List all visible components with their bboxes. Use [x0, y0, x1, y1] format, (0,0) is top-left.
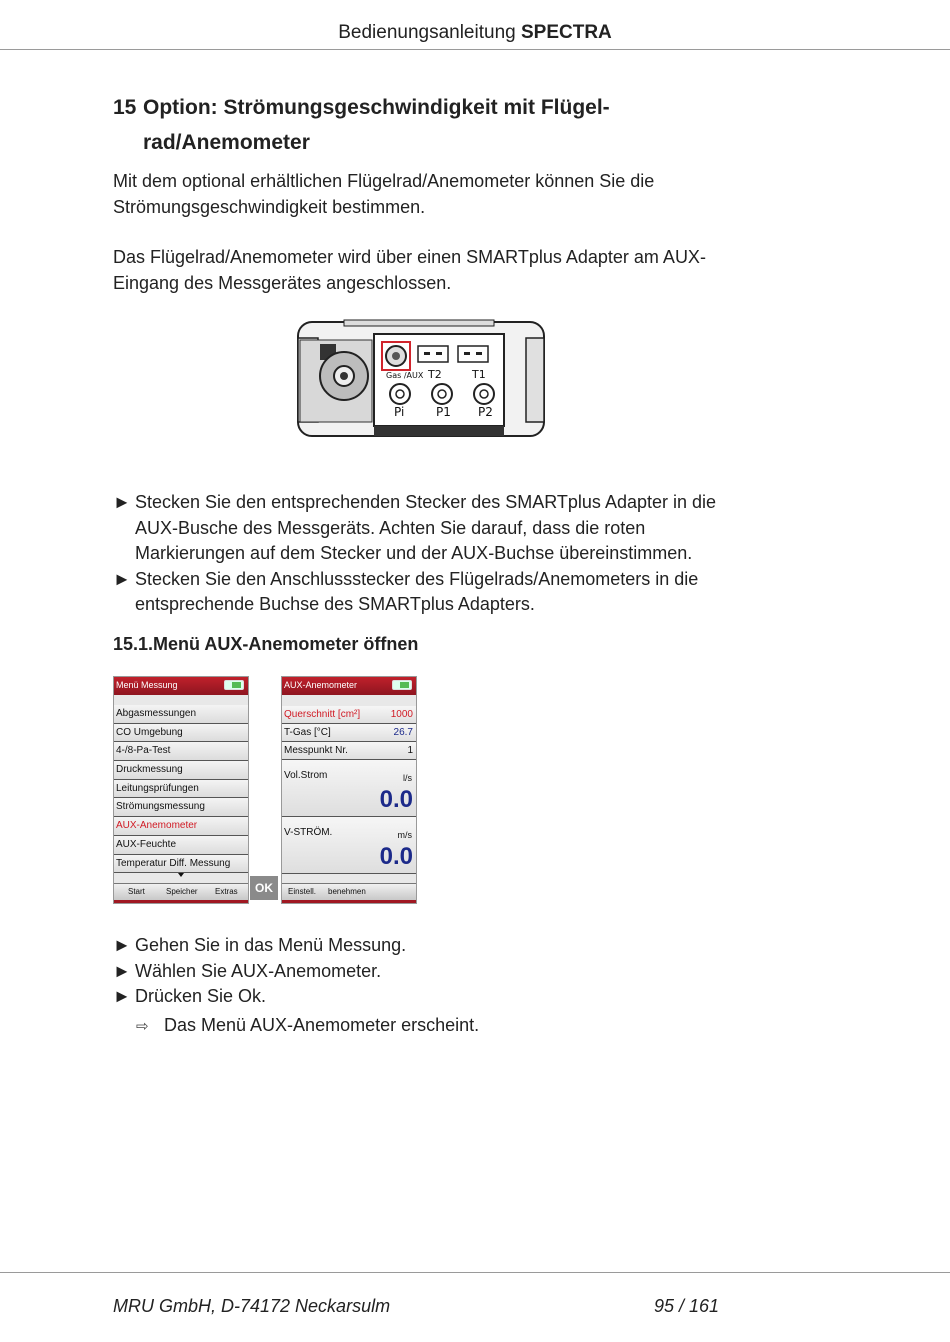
step-text: Stecken Sie den entsprechenden Stecker des SMARTplus Adapter in die AUX-Busche des Messgeräts. Achten Sie darauf, dass die roten Markierungen auf dem Stecker und der AUX-Buchse übereinstimmen.: [135, 492, 717, 563]
label-gas-aux: Gas /AUX: [386, 371, 424, 380]
velocity-panel: [282, 817, 416, 874]
battery-icon: [224, 680, 244, 690]
header-rule: [0, 49, 950, 50]
footer-page-number: 95 / 161: [654, 1296, 720, 1316]
menu-item-aux-anemometer[interactable]: AUX-Anemometer: [114, 817, 248, 836]
menu-item[interactable]: Abgasmessungen: [114, 705, 248, 724]
steps-connect: [113, 490, 753, 618]
label-p-left: Pi: [394, 405, 405, 419]
menu-item[interactable]: Strömungsmessung: [114, 798, 248, 817]
steps-open-menu: [113, 933, 753, 1010]
param-label: Messpunkt Nr.: [284, 745, 348, 756]
softkey-speicher[interactable]: Speicher: [166, 887, 198, 896]
softkey-bar: [282, 883, 416, 900]
screen-menu-messung: [113, 676, 249, 904]
header-title-regular: Bedienungsanleitung: [338, 22, 521, 43]
intro-paragraph-2: Das Flügelrad/Anemometer wird über einen SMARTplus Adapter am AUX-Eingang des Messgerätes angeschlossen.: [113, 247, 706, 293]
param-row-t-gas: [282, 724, 416, 742]
triangle-bullet-icon: ►: [113, 568, 131, 589]
step-text: Gehen Sie in das Menü Messung.: [135, 935, 407, 955]
section-title-line1: Option: Strömungsgeschwindigkeit mit Flügel-: [143, 96, 610, 119]
intro-paragraph-1: Mit dem optional erhältlichen Flügelrad/Anemometer können Sie die Strömungsgeschwindigkeit bestimmen.: [113, 171, 655, 217]
screen-title: Menü Messung: [116, 680, 178, 690]
menu-item[interactable]: CO Umgebung: [114, 724, 248, 743]
header-title-bold: SPECTRA: [520, 22, 612, 43]
section-number: 15: [113, 96, 137, 119]
softkey-einstell[interactable]: Einstell.: [288, 887, 317, 896]
menu-item[interactable]: Temperatur Diff. Messung: [114, 855, 248, 874]
triangle-bullet-icon: ►: [113, 960, 131, 981]
param-row-messpunkt: [282, 742, 416, 760]
param-label: T-Gas [°C]: [284, 727, 331, 738]
menu-item[interactable]: 4-/8-Pa-Test: [114, 742, 248, 761]
velocity-unit: m/s: [397, 830, 412, 840]
screen-title: AUX-Anemometer: [284, 680, 358, 690]
menu-item[interactable]: AUX-Feuchte: [114, 836, 248, 855]
step-item: [113, 984, 753, 1010]
result-line: [136, 1015, 479, 1036]
screen-bottom-bar: [114, 900, 248, 903]
step-text: Drücken Sie Ok.: [135, 986, 267, 1006]
param-row-querschnitt[interactable]: [282, 706, 416, 724]
step-item: [113, 490, 753, 567]
scroll-down-icon: [178, 873, 184, 877]
label-t2: T2: [428, 368, 442, 381]
label-p-mid: P1: [436, 405, 451, 419]
param-value: 1: [407, 745, 413, 756]
vol-flow-value: 0.0: [379, 786, 413, 813]
screen-aux-anemometer: [281, 676, 417, 904]
screen-title-bar: [114, 677, 248, 695]
triangle-bullet-icon: ►: [113, 492, 131, 512]
label-t1: T1: [472, 368, 486, 381]
label-p-right: P2: [478, 405, 493, 419]
triangle-bullet-icon: ►: [113, 986, 131, 1006]
param-value: 1000: [390, 709, 413, 720]
screen-bottom-bar: [282, 900, 416, 903]
softkey-bar: [114, 883, 248, 900]
footer-company: MRU GmbH, D-74172 Neckarsulm: [113, 1296, 391, 1316]
menu-item[interactable]: Leitungsprüfungen: [114, 780, 248, 799]
softkey-start[interactable]: Start: [128, 887, 145, 896]
param-label: Querschnitt [cm²]: [284, 709, 361, 720]
running-header: [0, 22, 950, 44]
vol-flow-label: Vol.Strom: [284, 770, 328, 781]
triangle-bullet-icon: ►: [113, 935, 131, 955]
step-item: [113, 567, 753, 618]
device-connector-figure: [294, 318, 550, 442]
step-text: Wählen Sie AUX-Anemometer.: [135, 960, 382, 981]
velocity-value: 0.0: [379, 843, 413, 870]
battery-icon: [392, 680, 412, 690]
ok-button[interactable]: OK: [250, 876, 278, 900]
footer-rule: [0, 1272, 950, 1273]
result-arrow-icon: ⇨: [136, 1018, 149, 1035]
screen-title-bar: [282, 677, 416, 695]
softkey-extras[interactable]: Extras: [215, 887, 238, 896]
step-item: [113, 933, 753, 959]
step-item: [113, 959, 753, 985]
section-heading: [113, 90, 753, 160]
menu-item[interactable]: Druckmessung: [114, 761, 248, 780]
vol-flow-unit: l/s: [403, 773, 412, 783]
param-value: 26.7: [393, 727, 413, 738]
subsection-heading: 15.1.Menü AUX-Anemometer öffnen: [113, 634, 419, 654]
result-text: Das Menü AUX-Anemometer erscheint.: [164, 1015, 480, 1035]
softkey-benehmen[interactable]: benehmen: [328, 887, 366, 896]
velocity-label: V-STRÖM.: [284, 827, 333, 838]
volume-flow-panel: [282, 760, 416, 817]
section-title-line2: rad/Anemometer: [143, 131, 310, 154]
step-text: Stecken Sie den Anschlussstecker des Flügelrads/Anemometers in die entsprechende Buchse des SMARTplus Adapters.: [135, 568, 699, 614]
